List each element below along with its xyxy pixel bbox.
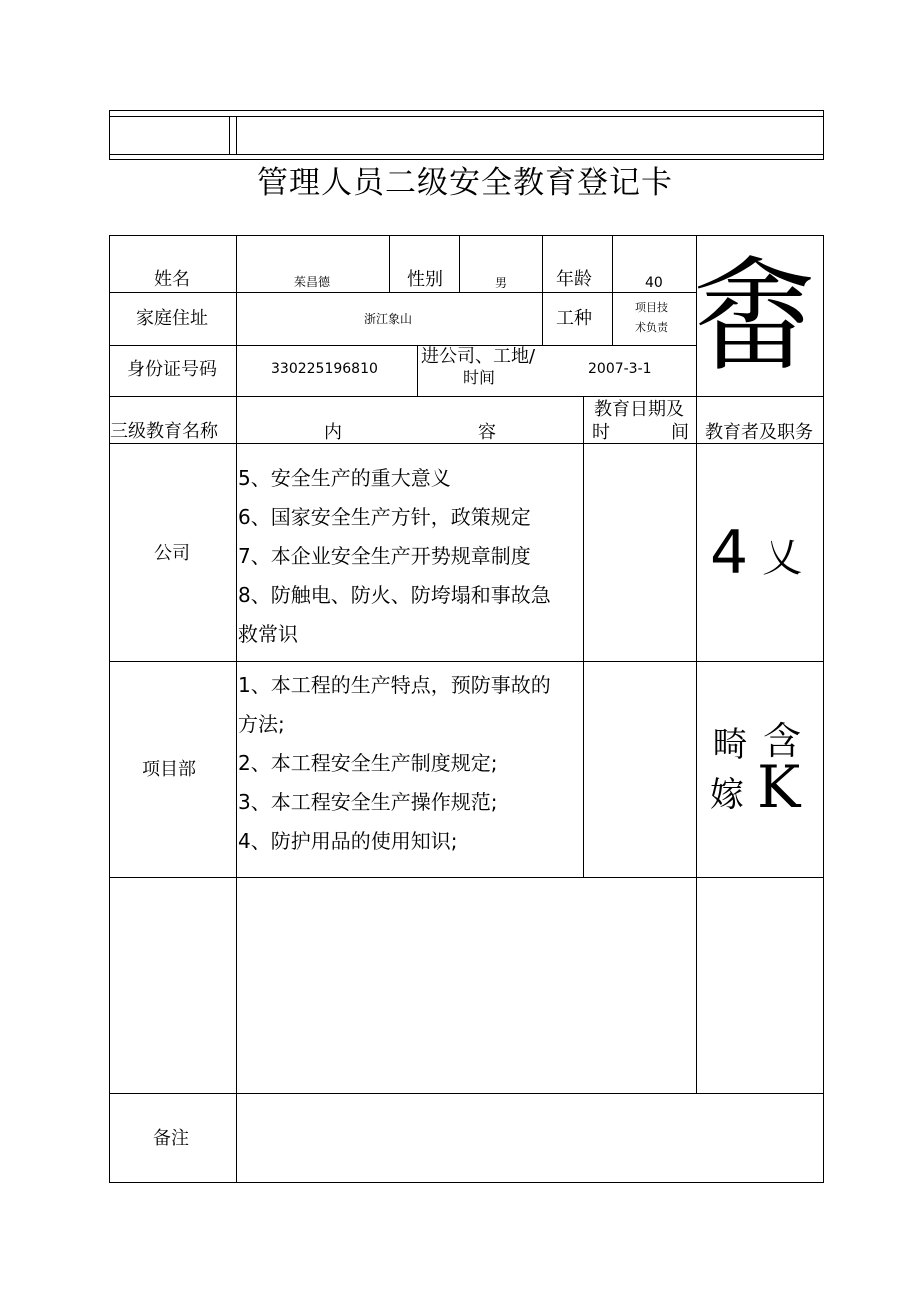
value-id-number: 330225196810 [271, 361, 378, 377]
row-project-line-4: 3、本工程安全生产操作规范; [238, 790, 498, 814]
value-job-line2: 术负责 [635, 321, 668, 334]
header-content-2: 容 [478, 422, 496, 443]
page-title: 管理人员二级安全教育登记卡 [257, 165, 673, 201]
project-signature-d: K [757, 753, 801, 821]
row-company-name: 公司 [154, 543, 190, 564]
row-company-line-1: 5、安全生产的重大意义 [238, 466, 451, 490]
row-project-line-2: 方法; [238, 712, 285, 736]
label-age: 年龄 [556, 269, 592, 290]
row-project-line-1: 1、本工程的生产特点，预防事故的 [238, 673, 551, 697]
project-signature-a: 畸 [713, 725, 747, 765]
value-age: 40 [645, 275, 663, 291]
row-company-line-5: 救常识 [238, 622, 298, 646]
header-edu-date-line1: 教育日期及 [594, 399, 684, 420]
row-project-line-5: 4、防护用品的使用知识; [238, 829, 458, 853]
header-education-name: 三级教育名称 [110, 421, 218, 442]
label-job: 工种 [556, 308, 592, 329]
row-project-name: 项目部 [142, 759, 196, 780]
company-signature-b: 乂 [762, 535, 802, 581]
project-signature-b: 含 [763, 719, 802, 763]
row-company-line-3: 7、本企业安全生产开势规章制度 [238, 544, 531, 568]
label-id-number: 身份证号码 [127, 359, 217, 380]
label-address: 家庭住址 [136, 308, 208, 329]
label-entry-time-line1: 进公司、工地/ [421, 346, 536, 367]
header-edu-date-line2b: 间 [671, 422, 689, 443]
value-job-line1: 项目技 [635, 301, 668, 314]
value-name: 茱昌德 [294, 275, 331, 289]
row-company-line-4: 8、防触电、防火、防垮塌和事故急 [238, 583, 551, 607]
value-gender: 男 [495, 276, 508, 290]
label-name: 姓名 [154, 269, 190, 290]
value-address: 浙江象山 [364, 312, 413, 326]
value-entry-date: 2007-3-1 [588, 361, 652, 377]
photo-seal: 畬 [693, 246, 815, 388]
label-remark: 备注 [153, 1128, 189, 1149]
label-gender: 性别 [407, 269, 443, 290]
label-entry-time-line2: 时间 [463, 368, 496, 387]
company-signature-a: 4 [710, 518, 749, 588]
header-educator: 教育者及职务 [705, 422, 813, 443]
row-company-line-2: 6、国家安全生产方针，政策规定 [238, 505, 531, 529]
row-project-line-3: 2、本工程安全生产制度规定; [238, 751, 498, 775]
project-signature-c: 嫁 [710, 775, 744, 815]
header-edu-date-line2a: 时 [592, 422, 610, 443]
header-content-1: 内 [324, 422, 342, 443]
